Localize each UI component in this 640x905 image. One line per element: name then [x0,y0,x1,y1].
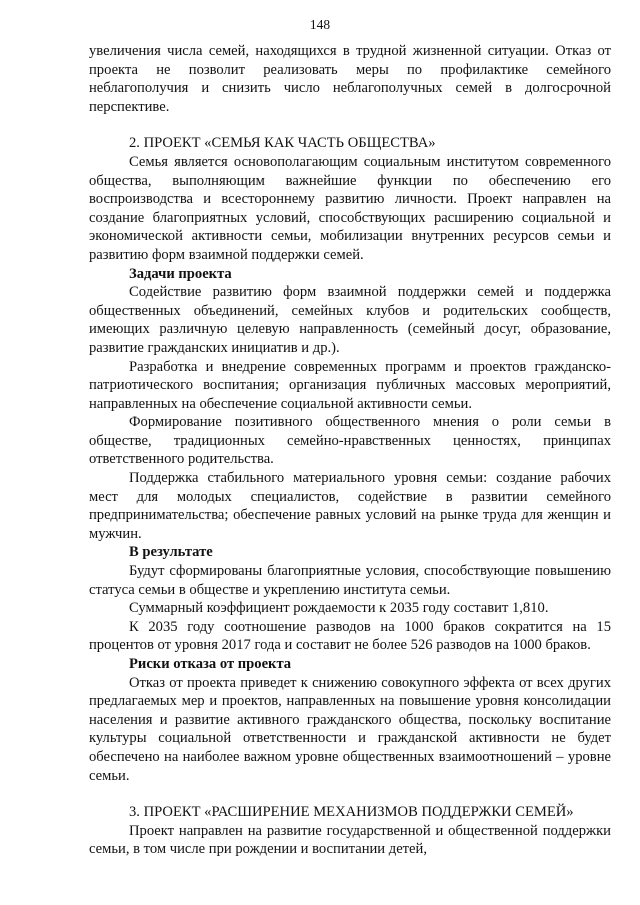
document-body [89,42,611,859]
result-item: К 2035 году соотношение разводов на 1000 браков сократится на 15 процентов от уровня 2017 года и составит не более 526 разводов на 1000 браков. [89,618,611,654]
task-item: Формирование позитивного общественного мнения о роли семьи в обществе, традиционных семейно-нравственных ценностях, принципах ответственного родительства. [89,414,611,468]
intro-paragraph: увеличения числа семей, находящихся в трудной жизненной ситуации. Отказ от проекта не позволит реализовать меры по профилактике семейного неблагополучия и снизить число неблагополучных семей в долгосрочной перспективе. [89,43,611,115]
tasks-heading: Задачи проекта [129,265,232,282]
section2-intro: Семья является основополагающим социальным институтом современного общества, выполняющим важнейшие функции по обеспечению его воспроизводства и всестороннему развитию личности. Проект направлен на создание благоприятных условий, способствующих расширению социальной и экономической активности семьи, мобилизации внутренних ресурсов семьи и развитию форм взаимной поддержки семей. [89,153,611,263]
results-heading: В результате [129,544,213,561]
task-item: Разработка и внедрение современных программ и проектов гражданско-патриотического воспитания; организация публичных массовых мероприятий, направленных на обеспечение социальной активности семьи. [89,358,611,412]
section3-title: 3. ПРОЕКТ «РАСШИРЕНИЕ МЕХАНИЗМОВ ПОДДЕРЖКИ СЕМЕЙ» [129,804,574,821]
risks-heading: Риски отказа от проекта [129,656,292,672]
task-item: Поддержка стабильного материального уровня семьи: создание рабочих мест для молодых специалистов, содействие в развитии семейного предпринимательства; обеспечение равных условий на рынке труда для женщин и мужчин. [89,470,611,542]
result-item: Будут сформированы благоприятные условия, способствующие повышению статуса семьи в обществе и укреплению института семьи. [89,563,611,598]
risks-paragraph: Отказ от проекта приведет к снижению совокупного эффекта от всех других предлагаемых мер и проектов, направленных на повышение уровня консолидации населения и развитие активного гражданского общества, поскольку воспитание культуры социальной ответственности и гражданской активности не будет обеспечено на наиболее важном уровне общественных взаимоотношений – уровне семьи. [89,674,611,784]
section3-intro: Проект направлен на развитие государственной и общественной поддержки семьи, в том числе при рождении и воспитании детей, [89,822,611,858]
task-item: Содействие развитию форм взаимной поддержки семей и поддержка общественных объединений, семейных клубов и родительских сообществ, имеющих различную целевую направленность (семейный досуг, образование, развитие гражданских инициатив и др.). [89,284,611,356]
result-item: Суммарный коэффициент рождаемости к 2035 году составит 1,810. [129,600,549,617]
section2-title: 2. ПРОЕКТ «СЕМЬЯ КАК ЧАСТЬ ОБЩЕСТВА» [129,135,436,152]
page-number: 148 [309,17,331,32]
